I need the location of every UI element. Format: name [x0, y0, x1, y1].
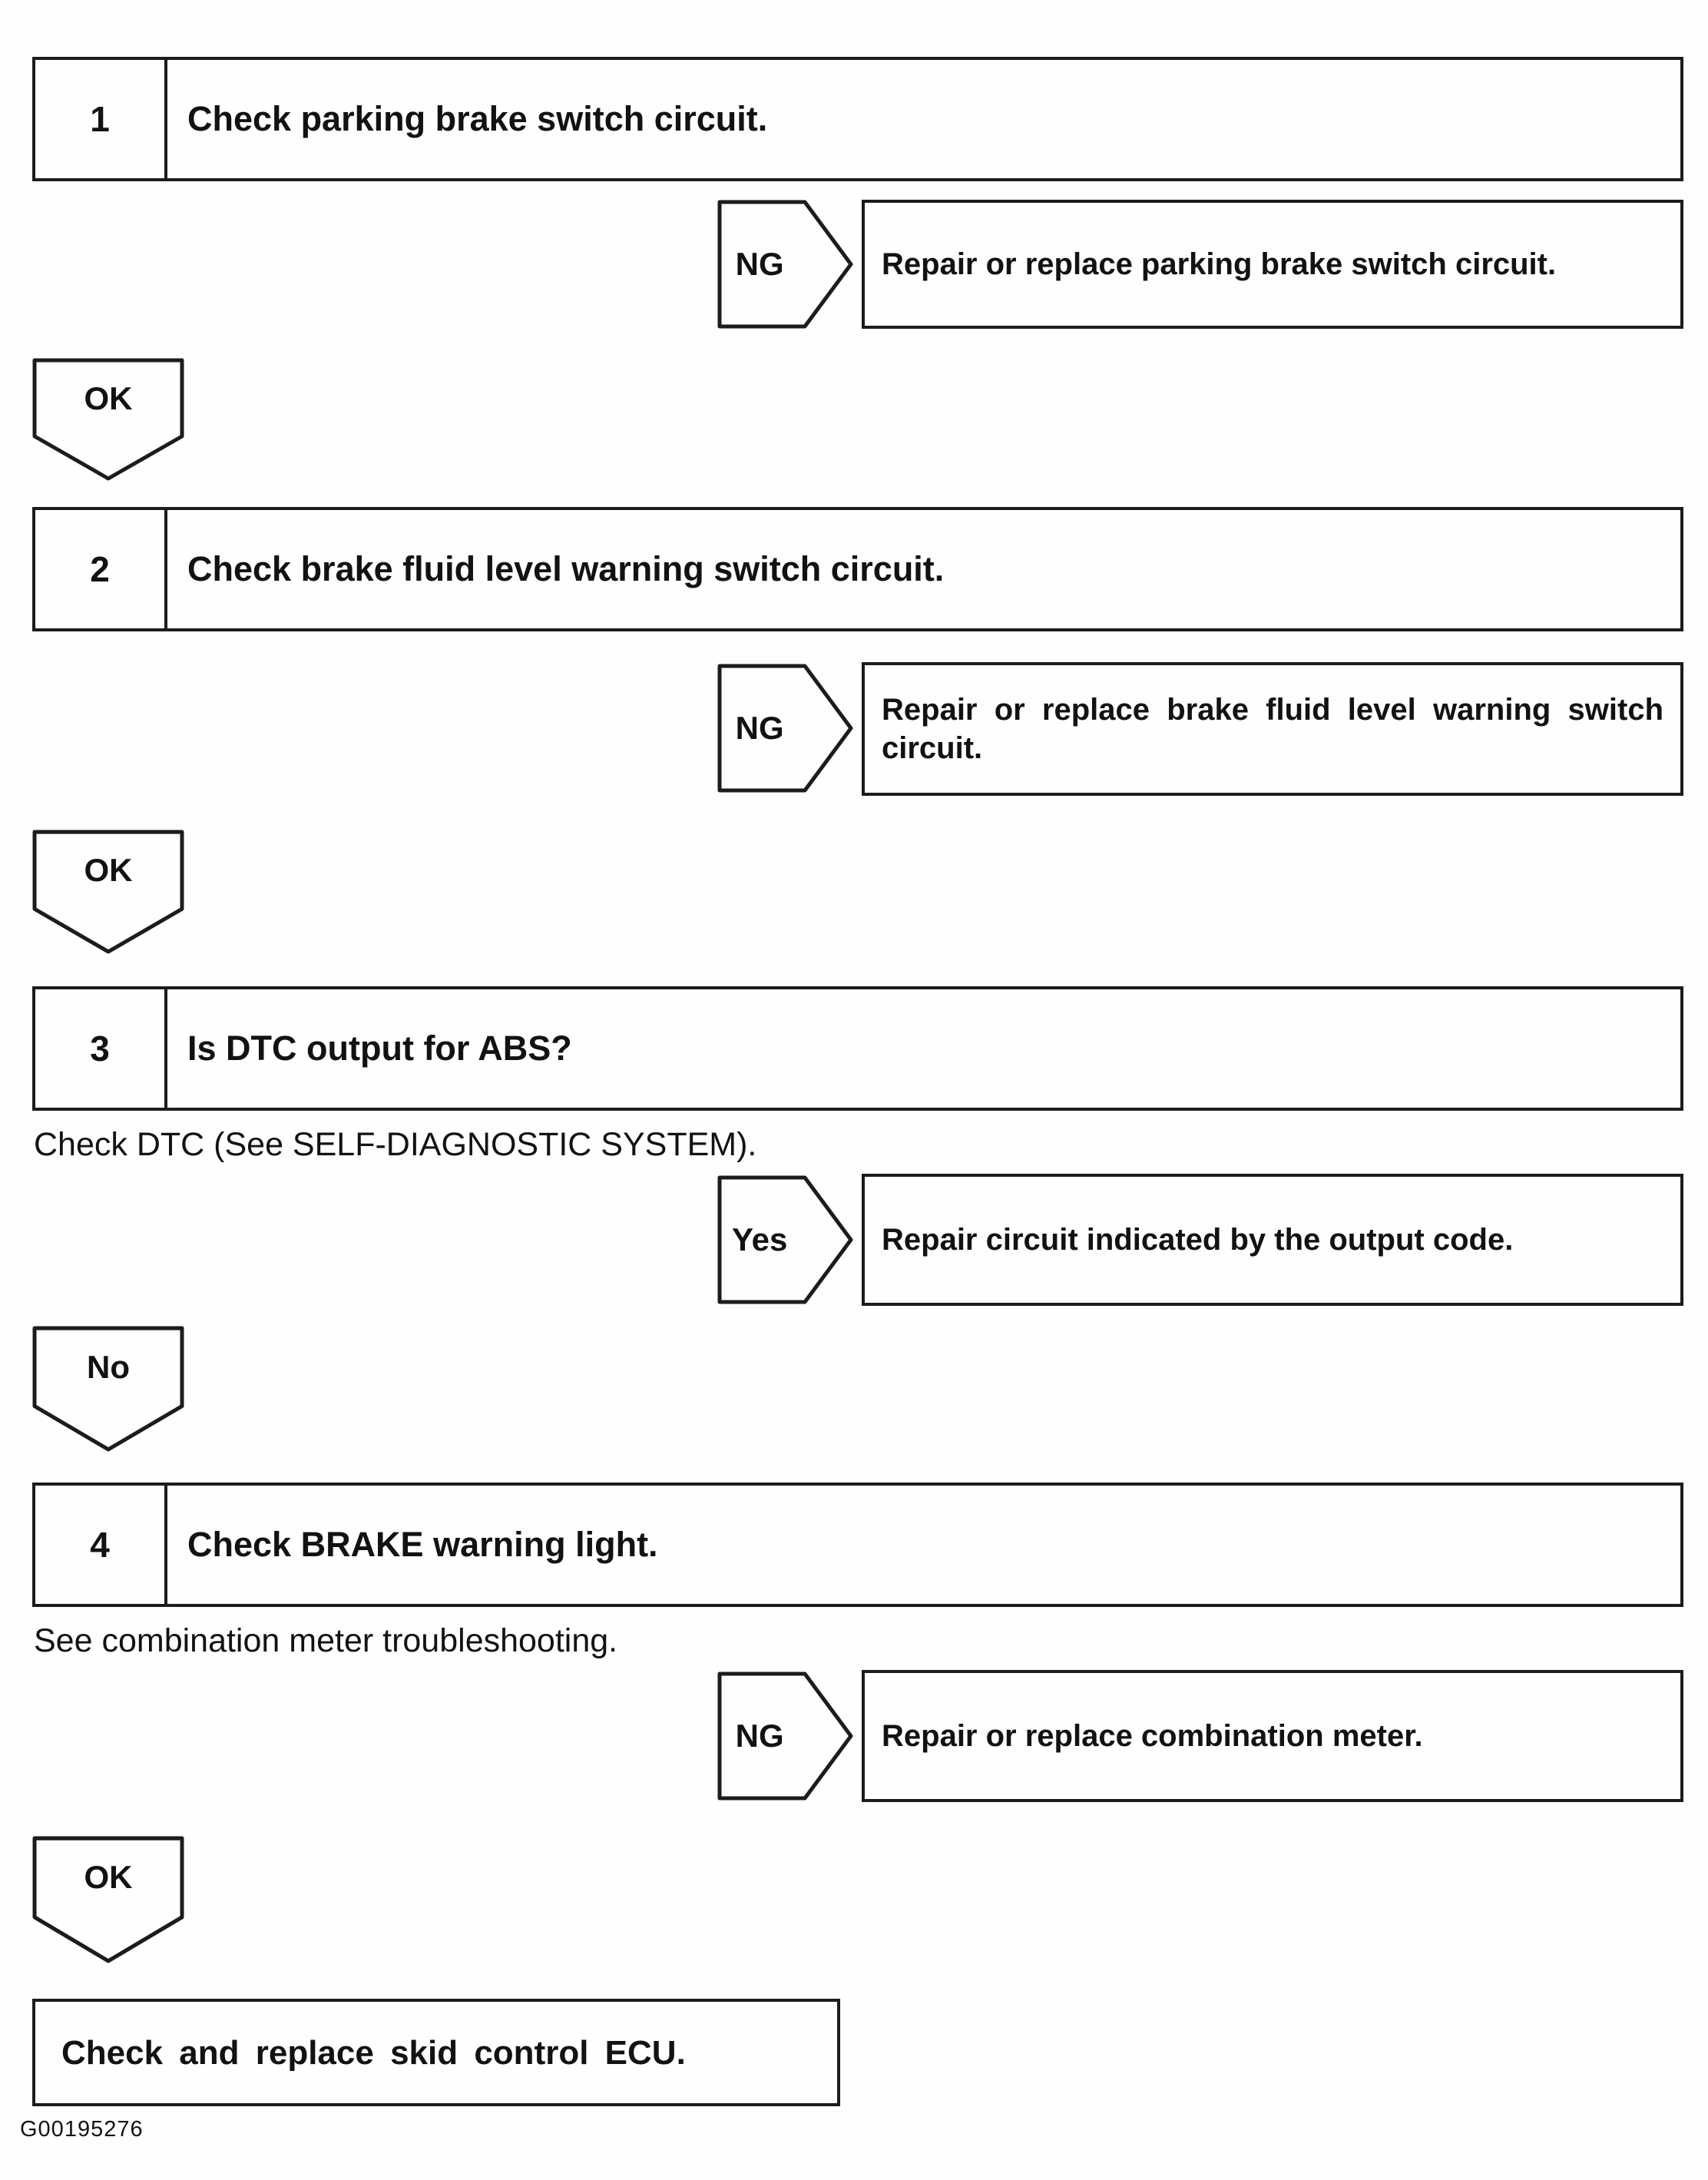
step-4-continue-label: OK: [84, 1858, 133, 1895]
step-3-number: 3: [35, 989, 167, 1108]
step-1-title: Check parking brake switch circuit.: [187, 99, 768, 138]
step-2-number: 2: [35, 510, 167, 628]
step-2-continue-connector: [32, 830, 184, 954]
step-2-title: Check brake fluid level warning switch circuit.: [187, 549, 945, 588]
step-3-box: [32, 986, 1683, 1111]
step-4-continue-connector: [32, 1836, 184, 1963]
step-4-branch-arrow: [717, 1671, 854, 1801]
step-2-branch-arrow: [717, 664, 854, 793]
step-2-branch-action-box: [862, 662, 1683, 796]
step-2-branch-action-text: Repair or replace brake fluid level warning switch circuit.: [882, 693, 1663, 765]
down-pentagon-icon: [32, 1836, 184, 1963]
down-pentagon-icon: [32, 1326, 184, 1452]
step-4-title: Check BRAKE warning light.: [187, 1525, 658, 1564]
step-3-branch-action-box: [862, 1174, 1683, 1306]
step-3-note: Check DTC (See SELF-DIAGNOSTIC SYSTEM).: [34, 1126, 757, 1163]
step-4-box: [32, 1483, 1683, 1607]
step-3-branch-action-text: Repair circuit indicated by the output code.: [882, 1223, 1514, 1257]
final-action-box: [32, 1999, 840, 2106]
step-4-branch-action-text: Repair or replace combination meter.: [882, 1719, 1423, 1753]
down-pentagon-icon: [32, 830, 184, 954]
step-4-branch-label: NG: [735, 1718, 784, 1754]
step-1-branch-arrow: [717, 200, 854, 329]
step-2-box: [32, 507, 1683, 631]
step-2-branch-label: NG: [735, 710, 784, 746]
step-4-branch-action-box: [862, 1670, 1683, 1802]
step-3-branch-arrow: [717, 1175, 854, 1304]
step-1-branch-label: NG: [735, 246, 784, 282]
step-4-note: See combination meter troubleshooting.: [34, 1622, 618, 1659]
final-action-text: Check and replace skid control ECU.: [61, 2033, 686, 2072]
step-2-continue-label: OK: [84, 852, 133, 889]
step-1-number: 1: [35, 60, 167, 178]
step-1-branch-action-box: [862, 200, 1683, 329]
step-1-branch-action-text: Repair or replace parking brake switch circuit.: [882, 247, 1557, 281]
step-4-number: 4: [35, 1486, 167, 1604]
step-3-continue-connector: [32, 1326, 184, 1452]
step-1-continue-connector: [32, 358, 184, 481]
down-pentagon-icon: [32, 358, 184, 481]
step-1-continue-label: OK: [84, 379, 133, 416]
figure-id: G00195276: [20, 2117, 144, 2142]
step-3-continue-label: No: [87, 1348, 130, 1385]
step-3-branch-label: Yes: [731, 1221, 788, 1257]
step-1-box: [32, 57, 1683, 181]
step-3-title: Is DTC output for ABS?: [187, 1029, 572, 1068]
